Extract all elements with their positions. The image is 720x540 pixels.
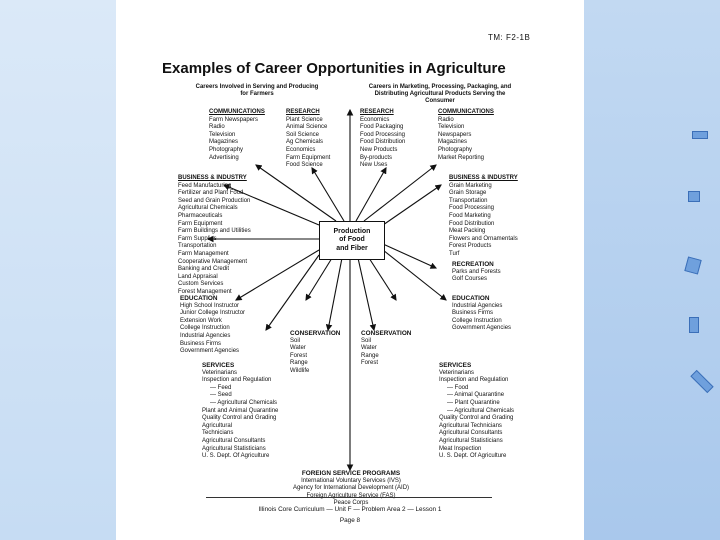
list-item: Range [361,352,379,359]
list-item: U. S. Dept. Of Agriculture [439,453,507,460]
list-item: Food Packaging [360,124,404,131]
list-item: Technicians [202,430,234,437]
section-heading: RECREATION [452,261,494,268]
list-item: Farm Equipment [286,154,331,161]
foreign-service-programs [286,470,416,508]
list-item: Seed and Grain Production [178,197,251,204]
conservation-left [290,330,340,376]
list-item: Television [209,131,236,138]
list-item: Agricultural Chemicals [178,205,238,212]
list-item: Foreign Agriculture Service (FAS) [306,492,396,499]
list-item: Meat Packing [449,228,486,235]
list-item: Veterinarians [202,369,238,376]
list-item: Farm Supplies [178,235,217,242]
tm-label: TM: F2-1B [488,33,531,42]
list-item: Agricultural Consultants [202,437,266,444]
footer-divider [206,497,492,498]
decorative-tab-4 [689,317,699,333]
list-item: Quality Control and Grading [202,415,277,422]
list-item: Food Distribution [449,220,495,227]
list-item: Food Marketing [449,212,491,219]
center-production-box [319,221,385,260]
center-line-3: and Fiber [336,244,368,252]
list-item: Land Appraisal [178,273,218,280]
conservation-right [361,330,411,368]
center-line-1: Production [333,227,371,235]
list-item: Water [361,345,377,352]
section-heading: COMMUNICATIONS [438,109,494,115]
list-item: — Feed [210,384,232,391]
list-item: — Agricultural Chemicals [210,399,278,406]
center-line-2: of Food [339,236,365,244]
list-item: Television [438,124,465,131]
list-item: Government Agencies [180,348,240,355]
list-item: Photography [438,146,473,153]
education-right [452,295,511,333]
list-item: Cooperative Management [178,258,248,265]
list-item: New Uses [360,162,388,169]
list-item: Radio [438,116,454,123]
section-heading: RESEARCH [286,109,320,115]
list-item: Business Firms [180,340,222,347]
list-item: — Food [447,384,469,391]
list-item: Soil Science [286,131,320,138]
list-item: Agricultural [202,422,233,429]
footer-page-number: Page 8 [339,517,361,524]
list-item: Custom Services [178,281,224,288]
list-item: Food Science [286,162,323,169]
list-item: Agency for International Development (AID) [292,485,410,492]
page-title: Examples of Career Opportunities in Agriculture [162,60,506,77]
list-item: Farm Buildings and Utilities [178,228,251,235]
decorative-tab-2 [688,191,700,202]
section-heading: BUSINESS & INDUSTRY [178,175,247,181]
list-item: Food Processing [360,131,406,138]
list-item: Golf Courses [452,276,488,283]
section-heading: BUSINESS & INDUSTRY [449,175,518,181]
list-item: Ag Chemicals [286,139,324,146]
section-heading: FOREIGN SERVICE PROGRAMS [301,470,401,477]
list-item: Farm Management [178,250,229,257]
list-item: Government Agencies [452,325,512,332]
list-item: Soil [290,337,301,344]
list-item: Food Distribution [360,139,406,146]
list-item: Turf [449,250,460,257]
list-item: Farm Equipment [178,220,223,227]
list-item: Banking and Credit [178,266,230,273]
list-item: Industrial Agencies [452,302,503,309]
list-item: Water [290,345,306,352]
list-item: Feed Manufacturing [178,182,232,189]
footer-course-line: Illinois Core Curriculum — Unit F — Problem Area 2 — Lesson 1 [258,506,442,513]
list-item: U. S. Dept. Of Agriculture [202,453,270,460]
section-heading: SERVICES [202,362,235,369]
list-item: International Voluntary Services (IVS) [301,477,401,484]
list-item: Advertising [209,154,239,161]
list-item: Magazines [438,139,468,146]
list-item: New Products [360,146,398,153]
list-item: Economics [360,116,390,123]
list-item: College Instruction [180,325,230,332]
document-page [116,0,584,540]
list-item: Inspection and Regulation [202,377,272,384]
education-left [180,295,245,356]
section-heading: CONSERVATION [361,330,412,337]
list-item: Flowers and Ornamentals [449,235,518,242]
list-item: Extension Work [180,317,222,324]
list-item: Grain Marketing [449,182,492,189]
list-item: Agricultural Consultants [439,430,503,437]
list-item: Food Processing [449,205,495,212]
list-item: Junior College Instructor [180,310,246,317]
list-item: Business Firms [452,310,494,317]
services-left [202,362,278,461]
list-item: Grain Storage [449,190,487,197]
list-item: Farm Newspapers [209,116,259,123]
list-item: Industrial Agencies [180,332,231,339]
list-item: Meat Inspection [439,445,482,452]
list-item: High School Instructor [180,302,240,309]
list-item: Parks and Forests [452,268,501,275]
list-item: Plant and Animal Quarantine [202,407,279,414]
list-item: Veterinarians [439,369,475,376]
list-item: — Plant Quarantine [447,399,500,406]
list-item: Photography [209,146,244,153]
list-item: Animal Science [286,124,328,131]
section-heading: RESEARCH [360,109,394,115]
list-item: Agricultural Statisticians [439,437,503,444]
recreation-section [452,261,501,284]
list-item: Forest Management [178,288,232,295]
section-heading: COMMUNICATIONS [209,109,265,115]
communications-left [209,109,265,162]
list-item: Pharmaceuticals [178,212,223,219]
list-item: Forest [290,352,308,359]
list-item: College Instruction [452,317,502,324]
list-item: Soil [361,337,372,344]
list-item: Transportation [449,197,488,204]
list-item: Radio [209,124,225,131]
communications-right [438,109,494,162]
research-left [286,109,330,170]
list-item: Peace Corps [333,500,369,507]
left-background-panel [0,0,116,540]
header-right: Careers in Marketing, Processing, Packaging, and Distributing Agricultural Products Serving the Consumer [368,84,512,104]
list-item: Economics [286,146,316,153]
list-item: Forest [361,360,379,367]
list-item: Inspection and Regulation [439,377,509,384]
right-background-panel [584,0,720,540]
list-item: Forest Products [449,243,492,250]
list-item: Fertilizer and Plant Food [178,190,244,197]
section-heading: SERVICES [439,362,472,369]
section-heading: EDUCATION [452,295,490,302]
list-item: — Seed [210,392,232,399]
business-industry-right [449,175,518,259]
list-item: Wildlife [290,367,310,374]
list-item: — Animal Quarantine [447,392,505,399]
list-item: Transportation [178,243,217,250]
decorative-tab-1 [692,131,708,139]
list-item: Magazines [209,139,239,146]
list-item: Quality Control and Grading [439,415,514,422]
list-item: Market Reporting [438,154,485,161]
list-item: Agricultural Technicians [439,422,502,429]
list-item: — Agricultural Chemicals [447,407,515,414]
list-item: Newspapers [438,131,472,138]
header-left: Careers Involved in Serving and Producing for Farmers [195,84,319,97]
section-heading: CONSERVATION [290,330,341,337]
list-item: Plant Science [286,116,323,123]
list-item: Agricultural Statisticians [202,445,266,452]
services-right [439,362,514,461]
business-industry-left [178,175,251,297]
section-heading: EDUCATION [180,295,218,302]
list-item: Range [290,360,308,367]
list-item: By-products [360,154,393,161]
research-right [360,109,405,170]
